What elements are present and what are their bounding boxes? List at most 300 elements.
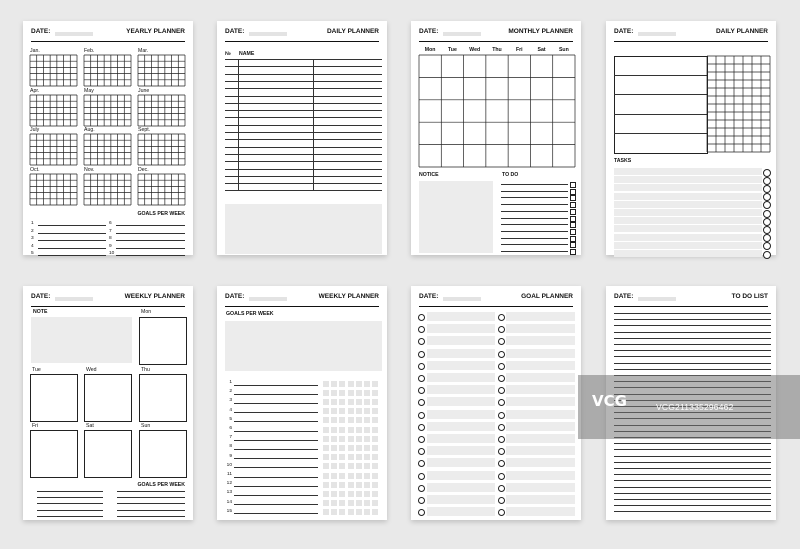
schedule-left-box xyxy=(614,56,708,154)
tracker-cell[interactable] xyxy=(339,390,345,396)
table-row-line xyxy=(225,88,382,89)
tracker-cell[interactable] xyxy=(364,445,370,451)
tracker-cell[interactable] xyxy=(323,417,329,423)
list-line xyxy=(234,495,318,496)
yearly-planner-page xyxy=(23,21,193,255)
tracker-cell[interactable] xyxy=(356,417,362,423)
tracker-cell[interactable] xyxy=(364,509,370,515)
todo-line xyxy=(614,369,771,370)
day-label: Sat xyxy=(86,423,94,429)
task-checkbox[interactable] xyxy=(763,193,771,201)
todo-line xyxy=(501,238,568,239)
goal-field xyxy=(506,312,575,321)
page-title: GOAL PLANNER xyxy=(521,293,573,300)
todo-checkbox[interactable] xyxy=(570,216,576,222)
tracker-cell[interactable] xyxy=(331,417,337,423)
page-header xyxy=(614,292,768,307)
goal-checkbox[interactable] xyxy=(418,424,425,431)
tracker-cell[interactable] xyxy=(339,408,345,414)
watermark xyxy=(578,375,800,439)
goal-field xyxy=(427,446,495,455)
task-checkbox[interactable] xyxy=(763,242,771,250)
day-box[interactable] xyxy=(30,430,78,478)
goal-checkbox[interactable] xyxy=(498,338,505,345)
goal-checkbox[interactable] xyxy=(498,460,505,467)
goal-line xyxy=(37,503,103,504)
tracker-cell[interactable] xyxy=(339,417,345,423)
tracker-cell[interactable] xyxy=(356,427,362,433)
task-checkbox[interactable] xyxy=(763,210,771,218)
todo-line xyxy=(501,197,568,198)
tracker-cell[interactable] xyxy=(348,473,354,479)
tracker-cell[interactable] xyxy=(348,381,354,387)
day-box[interactable] xyxy=(139,430,187,478)
tracker-cell[interactable] xyxy=(331,436,337,442)
task-checkbox[interactable] xyxy=(763,185,771,193)
date-field xyxy=(249,32,287,36)
tracker-cell[interactable] xyxy=(331,509,337,515)
month-grid xyxy=(30,174,78,206)
goal-checkbox[interactable] xyxy=(418,509,425,516)
tracker-cell[interactable] xyxy=(331,408,337,414)
table-row-line xyxy=(225,59,382,60)
table-row-line xyxy=(225,125,382,126)
tracker-cell[interactable] xyxy=(356,473,362,479)
todo-checkbox[interactable] xyxy=(570,195,576,201)
goal-checkbox[interactable] xyxy=(498,448,505,455)
tracker-cell[interactable] xyxy=(323,399,329,405)
tracker-cell[interactable] xyxy=(356,482,362,488)
tracker-cell[interactable] xyxy=(339,473,345,479)
date-field xyxy=(443,32,481,36)
tracker-cell[interactable] xyxy=(323,463,329,469)
list-line xyxy=(234,477,318,478)
page-header xyxy=(419,292,573,307)
goal-checkbox[interactable] xyxy=(498,473,505,480)
tracker-cell[interactable] xyxy=(356,445,362,451)
goal-checkbox[interactable] xyxy=(418,363,425,370)
page-header xyxy=(225,292,379,307)
tracker-cell[interactable] xyxy=(348,445,354,451)
goal-checkbox[interactable] xyxy=(418,399,425,406)
day-box[interactable] xyxy=(84,430,132,478)
goal-line xyxy=(38,225,106,226)
list-number: 14 xyxy=(226,499,232,505)
tracker-cell[interactable] xyxy=(339,463,345,469)
weekday-label: Sat xyxy=(537,47,546,53)
tracker-cell[interactable] xyxy=(364,482,370,488)
tracker-cell[interactable] xyxy=(348,436,354,442)
goal-field xyxy=(427,495,495,504)
tracker-cell[interactable] xyxy=(364,399,370,405)
tracker-cell[interactable] xyxy=(364,500,370,506)
list-number: 10 xyxy=(226,462,232,468)
goal-number: 6 xyxy=(109,221,112,226)
weekday-label: Tue xyxy=(448,47,457,53)
notice-label: NOTICE xyxy=(419,172,439,178)
tracker-cell[interactable] xyxy=(339,399,345,405)
goal-checkbox[interactable] xyxy=(498,387,505,394)
tracker-cell[interactable] xyxy=(356,491,362,497)
goal-checkbox[interactable] xyxy=(498,485,505,492)
tracker-cell[interactable] xyxy=(372,500,378,506)
tracker-cell[interactable] xyxy=(323,436,329,442)
goal-checkbox[interactable] xyxy=(418,460,425,467)
month-grid xyxy=(84,55,132,87)
tracker-cell[interactable] xyxy=(339,500,345,506)
tracker-cell[interactable] xyxy=(364,436,370,442)
tracker-cell[interactable] xyxy=(348,390,354,396)
tracker-cell[interactable] xyxy=(348,417,354,423)
page-title: DAILY PLANNER xyxy=(715,28,768,35)
task-row xyxy=(614,193,762,200)
goal-line xyxy=(116,255,185,256)
goal-checkbox[interactable] xyxy=(498,497,505,504)
task-checkbox[interactable] xyxy=(763,177,771,185)
schedule-row-line xyxy=(614,133,707,134)
tracker-cell[interactable] xyxy=(364,473,370,479)
list-number: 12 xyxy=(226,481,232,487)
tracker-cell[interactable] xyxy=(331,454,337,460)
table-row-line xyxy=(225,183,382,184)
tracker-cell[interactable] xyxy=(348,454,354,460)
tracker-cell[interactable] xyxy=(348,482,354,488)
tracker-cell[interactable] xyxy=(339,445,345,451)
month-label: Aug. xyxy=(84,127,95,133)
date-label: DATE: xyxy=(614,293,634,300)
month-label: Apr. xyxy=(30,88,40,94)
task-row xyxy=(614,176,762,183)
tracker-cell[interactable] xyxy=(364,427,370,433)
tracker-cell[interactable] xyxy=(323,491,329,497)
tracker-cell[interactable] xyxy=(372,436,378,442)
goal-line xyxy=(38,240,106,241)
tracker-cell[interactable] xyxy=(331,500,337,506)
todo-checkbox[interactable] xyxy=(570,249,576,255)
month-label: July xyxy=(30,127,40,133)
goal-line xyxy=(117,497,185,498)
note-label: NOTE xyxy=(33,309,48,315)
tracker-cell[interactable] xyxy=(356,381,362,387)
day-box[interactable] xyxy=(30,374,78,422)
todo-line xyxy=(614,499,771,500)
goal-checkbox[interactable] xyxy=(418,436,425,443)
tracker-cell[interactable] xyxy=(323,500,329,506)
tracker-cell[interactable] xyxy=(372,381,378,387)
goal-field xyxy=(506,446,575,455)
tracker-cell[interactable] xyxy=(339,436,345,442)
table-row-line xyxy=(225,66,382,67)
todo-line xyxy=(614,363,771,364)
todo-line xyxy=(614,468,771,469)
schedule-row-line xyxy=(614,94,707,95)
tracker-cell[interactable] xyxy=(323,509,329,515)
goal-line xyxy=(37,497,103,498)
todo-line xyxy=(614,344,771,345)
tracker-cell[interactable] xyxy=(356,509,362,515)
todo-checkbox[interactable] xyxy=(570,229,576,235)
monthly-planner-page xyxy=(411,21,581,255)
goal-line xyxy=(116,248,185,249)
tracker-cell[interactable] xyxy=(372,509,378,515)
goal-checkbox[interactable] xyxy=(498,399,505,406)
todo-line xyxy=(614,313,771,314)
goal-field xyxy=(427,507,495,516)
todo-line xyxy=(614,462,771,463)
goal-line xyxy=(117,503,185,504)
list-number: 13 xyxy=(226,490,232,496)
list-line xyxy=(234,440,318,441)
tracker-cell[interactable] xyxy=(331,445,337,451)
tracker-cell[interactable] xyxy=(372,427,378,433)
tracker-cell[interactable] xyxy=(372,408,378,414)
goal-checkbox[interactable] xyxy=(498,424,505,431)
todo-checkbox[interactable] xyxy=(570,209,576,215)
weekday-label: Fri xyxy=(515,47,523,53)
task-row xyxy=(614,234,762,241)
goal-field xyxy=(427,397,495,406)
tracker-cell[interactable] xyxy=(348,399,354,405)
todo-line xyxy=(501,251,568,252)
table-row-line xyxy=(225,176,382,177)
schedule-row-line xyxy=(614,75,707,76)
tracker-cell[interactable] xyxy=(339,482,345,488)
tracker-cell[interactable] xyxy=(331,482,337,488)
task-checkbox[interactable] xyxy=(763,201,771,209)
month-label: Jan. xyxy=(30,48,40,54)
goal-checkbox[interactable] xyxy=(418,412,425,419)
todo-checkbox[interactable] xyxy=(570,222,576,228)
tracker-cell[interactable] xyxy=(339,454,345,460)
goal-checkbox[interactable] xyxy=(498,509,505,516)
list-number: 9 xyxy=(229,453,232,459)
goal-field xyxy=(506,324,575,333)
tracker-cell[interactable] xyxy=(364,454,370,460)
page-title: DAILY PLANNER xyxy=(326,28,379,35)
goals-label: GOALS PER WEEK xyxy=(137,211,185,217)
table-row-line xyxy=(225,96,382,97)
goal-planner-page xyxy=(411,286,581,520)
task-row xyxy=(614,242,762,249)
tracker-cell[interactable] xyxy=(356,399,362,405)
month-grid xyxy=(84,174,132,206)
goal-checkbox[interactable] xyxy=(418,485,425,492)
tracker-cell[interactable] xyxy=(348,408,354,414)
goal-line xyxy=(117,510,185,511)
goal-field xyxy=(427,422,495,431)
tracker-cell[interactable] xyxy=(323,473,329,479)
tracker-cell[interactable] xyxy=(364,381,370,387)
tracker-cell[interactable] xyxy=(372,482,378,488)
tracker-cell[interactable] xyxy=(323,482,329,488)
tracker-cell[interactable] xyxy=(356,454,362,460)
list-line xyxy=(234,421,318,422)
goal-checkbox[interactable] xyxy=(418,338,425,345)
goal-checkbox[interactable] xyxy=(418,497,425,504)
date-field xyxy=(443,297,481,301)
tracker-cell[interactable] xyxy=(323,454,329,460)
tracker-cell[interactable] xyxy=(331,463,337,469)
task-checkbox[interactable] xyxy=(763,251,771,259)
page-title: WEEKLY PLANNER xyxy=(124,293,185,300)
tracker-cell[interactable] xyxy=(364,463,370,469)
page-title: YEARLY PLANNER xyxy=(126,28,185,35)
todo-checkbox[interactable] xyxy=(570,236,576,242)
tracker-cell[interactable] xyxy=(364,390,370,396)
list-number: 8 xyxy=(229,444,232,450)
tracker-cell[interactable] xyxy=(372,417,378,423)
date-label: DATE: xyxy=(225,28,245,35)
list-line xyxy=(234,458,318,459)
date-label: DATE: xyxy=(419,28,439,35)
tracker-cell[interactable] xyxy=(348,500,354,506)
tracker-cell[interactable] xyxy=(364,417,370,423)
goal-number: 2 xyxy=(31,228,34,234)
tracker-cell[interactable] xyxy=(339,427,345,433)
task-row xyxy=(614,225,762,232)
tracker-cell[interactable] xyxy=(364,491,370,497)
day-box-mon[interactable] xyxy=(139,317,187,365)
goal-line xyxy=(117,516,185,517)
tracker-cell[interactable] xyxy=(331,399,337,405)
goal-number: 9 xyxy=(109,243,112,249)
goal-checkbox[interactable] xyxy=(418,326,425,333)
day-label: Thu xyxy=(141,367,150,373)
goal-checkbox[interactable] xyxy=(418,387,425,394)
tracker-cell[interactable] xyxy=(323,390,329,396)
day-box[interactable] xyxy=(84,374,132,422)
tracker-cell[interactable] xyxy=(339,491,345,497)
tracker-cell[interactable] xyxy=(331,473,337,479)
month-grid xyxy=(138,95,186,127)
list-line xyxy=(234,403,318,404)
tracker-cell[interactable] xyxy=(372,390,378,396)
tracker-cell[interactable] xyxy=(372,454,378,460)
todo-line xyxy=(614,511,771,512)
tracker-cell[interactable] xyxy=(339,509,345,515)
todo-checkbox[interactable] xyxy=(570,202,576,208)
tracker-cell[interactable] xyxy=(356,500,362,506)
task-row xyxy=(614,201,762,208)
goal-number: 8 xyxy=(109,236,112,241)
goal-field xyxy=(506,495,575,504)
date-label: DATE: xyxy=(31,28,51,35)
list-line xyxy=(234,431,318,432)
page-title: TO DO LIST xyxy=(731,293,768,300)
todo-line xyxy=(501,224,568,225)
month-label: Oct. xyxy=(30,167,40,173)
goal-field xyxy=(506,410,575,419)
goal-line xyxy=(37,491,103,492)
tracker-cell[interactable] xyxy=(348,509,354,515)
goal-checkbox[interactable] xyxy=(498,412,505,419)
tracker-cell[interactable] xyxy=(331,491,337,497)
tracker-cell[interactable] xyxy=(356,436,362,442)
goal-line xyxy=(38,233,106,234)
tracker-cell[interactable] xyxy=(331,381,337,387)
goal-checkbox[interactable] xyxy=(418,314,425,321)
tracker-cell[interactable] xyxy=(372,473,378,479)
tracker-cell[interactable] xyxy=(364,408,370,414)
month-grid xyxy=(138,55,186,87)
tracker-cell[interactable] xyxy=(323,445,329,451)
goal-checkbox[interactable] xyxy=(498,436,505,443)
tracker-cell[interactable] xyxy=(372,445,378,451)
goal-field xyxy=(506,349,575,358)
list-number: 1 xyxy=(229,380,232,385)
tracker-cell[interactable] xyxy=(323,381,329,387)
month-label: Mar. xyxy=(138,48,149,54)
date-field xyxy=(55,297,93,301)
day-box[interactable] xyxy=(139,374,187,422)
todo-line xyxy=(614,456,771,457)
task-row xyxy=(614,217,762,224)
goal-checkbox[interactable] xyxy=(418,375,425,382)
goal-line xyxy=(116,233,185,234)
table-row-line xyxy=(225,147,382,148)
tracker-cell[interactable] xyxy=(348,463,354,469)
goal-checkbox[interactable] xyxy=(418,473,425,480)
goal-checkbox[interactable] xyxy=(498,363,505,370)
tracker-cell[interactable] xyxy=(356,408,362,414)
goal-checkbox[interactable] xyxy=(498,351,505,358)
goal-line xyxy=(38,255,106,256)
todo-label: TO DO xyxy=(502,172,519,178)
todo-line xyxy=(501,211,568,212)
tracker-cell[interactable] xyxy=(339,381,345,387)
month-label: Feb. xyxy=(84,48,95,54)
task-checkbox[interactable] xyxy=(763,226,771,234)
tracker-cell[interactable] xyxy=(372,491,378,497)
todo-checkbox[interactable] xyxy=(570,242,576,248)
tracker-cell[interactable] xyxy=(372,399,378,405)
tracker-cell[interactable] xyxy=(323,427,329,433)
tracker-cell[interactable] xyxy=(348,491,354,497)
goal-checkbox[interactable] xyxy=(418,448,425,455)
goal-field xyxy=(506,385,575,394)
table-row-line xyxy=(225,74,382,75)
goal-field xyxy=(427,471,495,480)
goal-checkbox[interactable] xyxy=(418,351,425,358)
goal-checkbox[interactable] xyxy=(498,326,505,333)
month-grid xyxy=(138,174,186,206)
task-checkbox[interactable] xyxy=(763,234,771,242)
tracker-cell[interactable] xyxy=(356,390,362,396)
todo-checkbox[interactable] xyxy=(570,189,576,195)
goal-field xyxy=(506,483,575,492)
task-checkbox[interactable] xyxy=(763,169,771,177)
month-grid xyxy=(84,95,132,127)
tracker-cell[interactable] xyxy=(356,463,362,469)
goal-checkbox[interactable] xyxy=(498,375,505,382)
tracker-cell[interactable] xyxy=(372,463,378,469)
tracker-cell[interactable] xyxy=(331,427,337,433)
todo-checkbox[interactable] xyxy=(570,182,576,188)
goal-field xyxy=(427,385,495,394)
tracker-cell[interactable] xyxy=(331,390,337,396)
table-column-divider xyxy=(238,59,239,191)
task-checkbox[interactable] xyxy=(763,218,771,226)
goal-checkbox[interactable] xyxy=(498,314,505,321)
goal-field xyxy=(427,434,495,443)
goals-label: GOALS PER WEEK xyxy=(137,482,185,488)
tracker-cell[interactable] xyxy=(323,408,329,414)
watermark-id: VCG211335296462 xyxy=(656,402,734,412)
goal-number: 7 xyxy=(109,228,112,234)
tracker-cell[interactable] xyxy=(348,427,354,433)
schedule-row-line xyxy=(614,114,707,115)
day-label: Fri xyxy=(32,423,39,429)
